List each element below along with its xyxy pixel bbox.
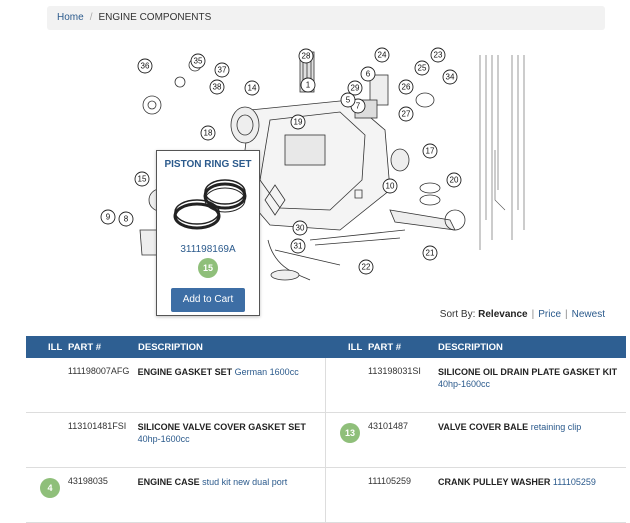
header-ill: ILL bbox=[48, 341, 63, 353]
svg-text:30: 30 bbox=[295, 223, 305, 233]
sort-bar: Sort By: Relevance | Price | Newest bbox=[439, 309, 605, 320]
header-description: DESCRIPTION bbox=[438, 341, 503, 353]
callout-27 bbox=[399, 107, 413, 121]
callout-36 bbox=[138, 59, 152, 73]
callout-30 bbox=[293, 221, 307, 235]
svg-text:14: 14 bbox=[247, 83, 257, 93]
table-row-left-item[interactable] bbox=[26, 413, 326, 467]
table-row-left-item[interactable] bbox=[26, 358, 326, 412]
callout-18 bbox=[201, 126, 215, 140]
svg-text:8: 8 bbox=[123, 214, 129, 224]
breadcrumb-current: ENGINE COMPONENTS bbox=[98, 12, 212, 23]
part-detail-link[interactable]: 40hp-1600cc bbox=[438, 379, 491, 389]
svg-text:36: 36 bbox=[140, 61, 150, 71]
callout-31 bbox=[291, 239, 305, 253]
header-part: PART # bbox=[68, 341, 102, 353]
svg-text:18: 18 bbox=[203, 128, 213, 138]
callout-37 bbox=[215, 63, 229, 77]
table-row-left-item[interactable] bbox=[26, 468, 326, 522]
svg-text:37: 37 bbox=[217, 65, 227, 75]
table-row-right-item[interactable] bbox=[326, 413, 626, 467]
part-detail-link[interactable]: retaining clip bbox=[530, 422, 582, 432]
svg-text:24: 24 bbox=[377, 50, 387, 60]
part-number: 111198007AFG bbox=[67, 366, 130, 376]
svg-text:31: 31 bbox=[293, 241, 303, 251]
callout-21 bbox=[423, 246, 437, 260]
callout-20 bbox=[447, 173, 461, 187]
svg-text:29: 29 bbox=[350, 83, 360, 93]
svg-text:10: 10 bbox=[385, 181, 395, 191]
breadcrumb bbox=[47, 6, 605, 30]
callout-23 bbox=[431, 48, 445, 62]
parts-table bbox=[26, 336, 626, 523]
callout-28 bbox=[299, 49, 313, 63]
table-body bbox=[26, 358, 626, 523]
callout-26 bbox=[399, 80, 413, 94]
callout-38 bbox=[210, 80, 224, 94]
callout-14 bbox=[245, 81, 259, 95]
callout-24 bbox=[375, 48, 389, 62]
part-description bbox=[438, 358, 626, 412]
sort-newest[interactable]: Newest bbox=[571, 309, 605, 320]
callout-8 bbox=[119, 212, 133, 226]
callout-35 bbox=[191, 54, 205, 68]
part-number: 43101487 bbox=[368, 421, 409, 431]
ill-cell bbox=[326, 413, 368, 467]
callout-6 bbox=[361, 67, 375, 81]
svg-text:21: 21 bbox=[425, 248, 435, 258]
svg-text:25: 25 bbox=[417, 63, 427, 73]
table-row-right-item[interactable] bbox=[326, 358, 626, 412]
piston-ring-image bbox=[163, 176, 253, 232]
ill-cell bbox=[26, 413, 68, 467]
callout-10 bbox=[383, 179, 397, 193]
sort-relevance[interactable]: Relevance bbox=[478, 309, 528, 320]
part-name[interactable]: CRANK PULLEY WASHER bbox=[438, 477, 551, 487]
svg-text:28: 28 bbox=[301, 51, 311, 61]
ill-cell bbox=[26, 358, 68, 412]
svg-text:6: 6 bbox=[365, 69, 371, 79]
part-name[interactable]: ENGINE CASE bbox=[137, 477, 200, 487]
callout-15 bbox=[135, 172, 149, 186]
svg-text:20: 20 bbox=[449, 175, 459, 185]
svg-text:35: 35 bbox=[193, 56, 203, 66]
breadcrumb-home-link[interactable]: Home bbox=[57, 12, 84, 23]
svg-text:23: 23 bbox=[433, 50, 443, 60]
svg-text:5: 5 bbox=[345, 95, 351, 105]
table-row-right-item[interactable] bbox=[326, 468, 626, 522]
table-header bbox=[26, 336, 626, 358]
svg-text:19: 19 bbox=[293, 117, 303, 127]
part-detail-link[interactable]: German 1600cc bbox=[234, 367, 299, 377]
part-description bbox=[138, 413, 325, 467]
part-description bbox=[138, 468, 325, 522]
ill-cell bbox=[326, 468, 368, 522]
ill-badge: 13 bbox=[340, 423, 360, 443]
part-name[interactable]: VALVE COVER BALE bbox=[438, 422, 529, 432]
svg-text:34: 34 bbox=[445, 72, 455, 82]
part-detail-link[interactable]: 40hp-1600cc bbox=[137, 434, 190, 444]
callout-34 bbox=[443, 70, 457, 84]
sort-price[interactable]: Price bbox=[538, 309, 562, 320]
svg-text:7: 7 bbox=[355, 101, 361, 111]
part-number: 113101481FSI bbox=[67, 421, 127, 431]
svg-text:17: 17 bbox=[425, 146, 435, 156]
part-name[interactable]: SILICONE VALVE COVER GASKET SET bbox=[137, 422, 306, 432]
table-row bbox=[26, 413, 626, 468]
svg-text:1: 1 bbox=[305, 80, 311, 90]
part-number: 111105259 bbox=[368, 476, 412, 486]
sort-label: Sort By: bbox=[439, 309, 476, 320]
part-description bbox=[138, 358, 325, 412]
part-name[interactable]: SILICONE OIL DRAIN PLATE GASKET KIT bbox=[438, 367, 618, 377]
part-description bbox=[438, 468, 626, 522]
callout-19 bbox=[291, 115, 305, 129]
part-detail-link[interactable]: stud kit new dual port bbox=[202, 477, 288, 487]
ill-cell bbox=[26, 468, 68, 522]
ill-badge: 4 bbox=[40, 478, 60, 498]
callout-17 bbox=[423, 144, 437, 158]
header-ill: ILL bbox=[348, 341, 363, 353]
callout-5 bbox=[341, 93, 355, 107]
header-part: PART # bbox=[368, 341, 402, 353]
add-to-cart-button[interactable]: Add to Cart bbox=[171, 288, 245, 312]
svg-text:26: 26 bbox=[401, 82, 411, 92]
part-name[interactable]: ENGINE GASKET SET bbox=[137, 367, 233, 377]
popup-ill-badge: 15 bbox=[198, 258, 218, 278]
header-description: DESCRIPTION bbox=[138, 341, 203, 353]
table-row bbox=[26, 358, 626, 413]
callout-22 bbox=[359, 260, 373, 274]
part-description bbox=[438, 413, 626, 467]
popup-title: PISTON RING SET bbox=[164, 159, 252, 170]
svg-text:22: 22 bbox=[361, 262, 371, 272]
svg-text:15: 15 bbox=[137, 174, 147, 184]
breadcrumb-separator: / bbox=[89, 12, 93, 23]
svg-text:9: 9 bbox=[105, 212, 111, 222]
callout-1 bbox=[301, 78, 315, 92]
popup-part-number[interactable]: 311198169A bbox=[180, 244, 236, 255]
table-row bbox=[26, 468, 626, 523]
part-number: 113198031SI bbox=[368, 366, 421, 376]
svg-text:38: 38 bbox=[212, 82, 222, 92]
part-number: 43198035 bbox=[67, 476, 108, 486]
callout-9 bbox=[101, 210, 115, 224]
svg-text:27: 27 bbox=[401, 109, 411, 119]
ill-cell bbox=[326, 358, 368, 412]
part-detail-link[interactable]: 111105259 bbox=[552, 477, 596, 487]
product-popup bbox=[156, 150, 260, 316]
callout-25 bbox=[415, 61, 429, 75]
